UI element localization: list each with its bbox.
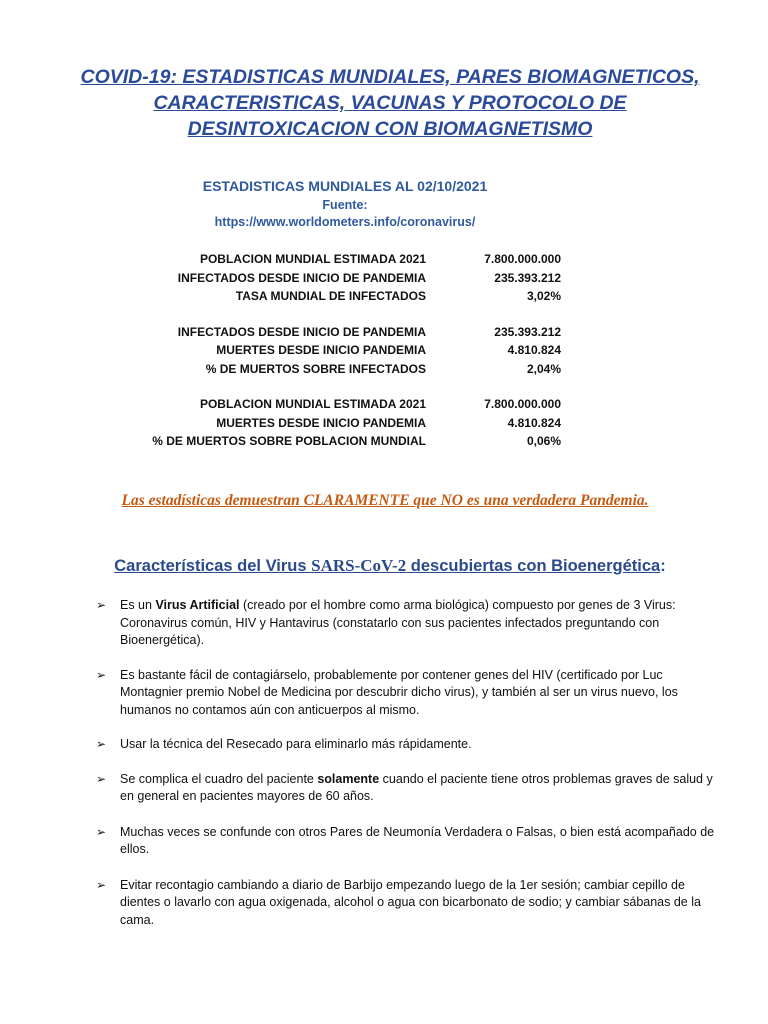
stat-label: % DE MUERTOS SOBRE POBLACION MUNDIAL	[152, 434, 426, 448]
stat-value: 4.810.824	[507, 343, 561, 357]
stat-row	[150, 287, 570, 306]
document-title: COVID-19: ESTADISTICAS MUNDIALES, PARES BIOMAGNETICOS, CARACTERISTICAS, VACUNAS Y PROTOCOLO DE DESINTOXICACION CON BIOMAGNETISMO	[80, 66, 700, 140]
arrow-bullet-icon: ➢	[96, 598, 107, 612]
source-url: https://www.worldometers.info/coronavirus/	[214, 215, 476, 229]
list-item-text: Muchas veces se confunde con otros Pares de Neumonía Verdadera o Falsas, o bien está acompañado de ellos.	[120, 824, 715, 856]
stats-table	[150, 250, 570, 451]
stat-row	[150, 360, 570, 379]
stat-group-spacer	[150, 378, 570, 395]
list-item-text: cuando el paciente tiene otros problemas graves de salud y en general en pacientes mayores de 60 años.	[120, 771, 713, 803]
section-title-colon: :	[660, 557, 666, 575]
stat-label: INFECTADOS DESDE INICIO DE PANDEMIA	[177, 270, 426, 285]
characteristics-list	[96, 597, 726, 929]
stat-label: MUERTES DESDE INICIO PANDEMIA	[216, 415, 426, 430]
list-item-bold-text: solamente	[317, 771, 380, 786]
list-item	[96, 597, 726, 650]
stat-row	[150, 269, 570, 288]
stats-header: ESTADISTICAS MUNDIALES AL 02/10/2021	[202, 178, 488, 194]
stat-label: POBLACION MUNDIAL ESTIMADA 2021	[199, 252, 426, 266]
stat-row	[150, 323, 570, 342]
stat-label: INFECTADOS DESDE INICIO DE PANDEMIA	[177, 324, 426, 339]
list-item-text: Usar la técnica del Resecado para eliminarlo más rápidamente.	[120, 737, 472, 751]
stat-label: % DE MUERTOS SOBRE INFECTADOS	[205, 361, 426, 376]
stat-value: 235.393.212	[494, 270, 561, 285]
arrow-bullet-icon: ➢	[96, 667, 107, 682]
list-item-bold-text: Virus Artificial	[155, 598, 240, 612]
stat-row	[150, 395, 570, 414]
list-item-text: (creado por el hombre como arma biológica) compuesto por genes de 3 Virus: Coronavirus común, HIV y Hantavirus (constatarlo con sus pacientes infectados preguntando con Bioenergética).	[120, 598, 676, 647]
stat-value: 0,06%	[526, 434, 561, 448]
stat-value: 235.393.212	[494, 324, 561, 339]
stat-row	[150, 250, 570, 269]
stat-label: MUERTES DESDE INICIO PANDEMIA	[216, 343, 426, 357]
arrow-bullet-icon: ➢	[96, 771, 107, 786]
stat-value: 3,02%	[526, 289, 561, 303]
highlight-statement: Las estadísticas demuestran CLARAMENTE que NO es una verdadera Pandemia.	[121, 492, 649, 509]
list-item	[96, 667, 726, 720]
arrow-bullet-icon: ➢	[96, 824, 107, 839]
stat-group-spacer	[150, 306, 570, 323]
list-item	[96, 824, 726, 859]
stat-row	[150, 414, 570, 433]
section-title	[60, 556, 720, 576]
list-item	[96, 736, 726, 754]
arrow-bullet-icon: ➢	[96, 877, 107, 892]
stat-value: 4.810.824	[507, 415, 561, 430]
stat-row	[150, 341, 570, 360]
list-item-text: Es bastante fácil de contagiárselo, probablemente por contener genes del HIV (certificado por Luc Montagnier premio Nobel de Medicina por descubrir dicho virus), y también al ser un virus nuevo, los humanos no contamos aún con anticuerpos al mismo.	[120, 667, 678, 717]
stat-value: 7.800.000.000	[484, 252, 561, 266]
list-item-text: Se complica el cuadro del paciente	[120, 771, 318, 786]
stat-value: 7.800.000.000	[484, 397, 561, 411]
source-label: Fuente:	[322, 198, 368, 212]
stat-label: POBLACION MUNDIAL ESTIMADA 2021	[199, 397, 426, 411]
arrow-bullet-icon: ➢	[96, 737, 107, 751]
list-item-text: Es un	[120, 598, 156, 612]
section-title-virus-name: SARS-CoV-2	[311, 556, 407, 575]
section-title-part3: descubiertas con Bioenergética	[406, 557, 661, 575]
section-title-part1: Características del Virus	[114, 557, 312, 575]
list-item	[96, 771, 726, 806]
stat-label: TASA MUNDIAL DE INFECTADOS	[235, 289, 426, 303]
stat-value: 2,04%	[526, 361, 561, 376]
stat-row	[150, 432, 570, 451]
list-item	[96, 877, 726, 930]
list-item-text: Evitar recontagio cambiando a diario de Barbijo empezando luego de la 1er sesión; cambiar cepillo de dientes o lavarlo con agua oxigenada, alcohol o agua con bicarbonato de sodio; y cambiar sábanas de la cama.	[120, 877, 701, 927]
